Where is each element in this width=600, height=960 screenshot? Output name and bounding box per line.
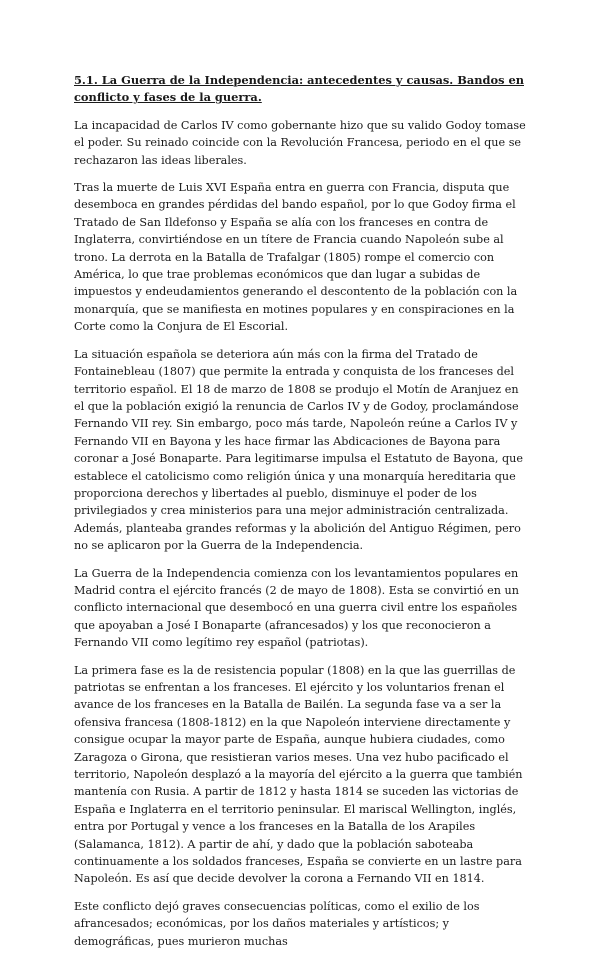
paragraph-3: La situación española se deteriora aún más con la firma del Tratado de Fontainebleau (1807) que permite la entrada y conquista de los franceses del territorio español. El 18 de marzo de 1808 se produjo el Motín de Aranjuez en el que la población exigió la renuncia de Carlos IV y de Godoy, proclamándose Fernando VII rey. Sin embargo, poco más tarde, Napoleón reúne a Carlos IV y Fernando VII en Bayona y les hace firmar las Abdicaciones de Bayona para coronar a José Bonaparte. Para legitimarse impulsa el Estatuto de Bayona, que establece el catolicismo como religión única y una monarquía hereditaria que proporciona derechos y libertades al pueblo, disminuye el poder de los privilegiados y crea ministerios para una mejor administración centralizada. Además, planteaba grandes reformas y la abolición del Antiguo Régimen, pero no se aplicaron por la Guerra de la Independencia. xyxy=(74,347,523,553)
paragraph-6: Este conflicto dejó graves consecuencias políticas, como el exilio de los afrancesados; económicas, por los daños materiales y artísticos; y demográficas, pues murieron muchas xyxy=(74,899,480,948)
paragraph-2: Tras la muerte de Luis XVI España entra en guerra con Francia, disputa que desemboca en grandes pérdidas del bando español, por lo que Godoy firma el Tratado de San Ildefonso y España se alía con los franceses en contra de Inglaterra, convirtiéndose en un títere de Francia cuando Napoleón sube al trono. La derrota en la Batalla de Trafalgar (1805) rompe el comercio con América, lo que trae problemas económicos que dan lugar a subidas de impuestos y endeudamientos generando el descontento de la población con la monarquía, que se manifiesta en motines populares y en conspiraciones en la Corte como la Conjura de El Escorial. xyxy=(74,181,518,334)
document-page xyxy=(74,72,526,960)
paragraph-5: La primera fase es la de resistencia popular (1808) en la que las guerrillas de patriotas se enfrentan a los franceses. El ejército y los voluntarios frenan el avance de los franceses en la Batalla de Bailén. La segunda fase va a ser la ofensiva francesa (1808-1812) en la que Napoleón interviene directamente y consigue ocupar la mayor parte de España, aunque hubiera ciudades, como Zaragoza o Girona, que resistieran varios meses. Una vez hubo pacificado el territorio, Napoleón desplazó a la mayoría del ejército a la guerra que también mantenía con Rusia. A partir de 1812 y hasta 1814 se suceden las victorias de España e Inglaterra en el territorio peninsular. El mariscal Wellington, inglés, entra por Portugal y vence a los franceses en la Batalla de los Arapiles (Salamanca, 1812). A partir de ahí, y dado que la población saboteaba continuamente a los soldados franceses, España se convierte en un lastre para Napoleón. Es así que decide devolver la corona a Fernando VII en 1814. xyxy=(74,663,523,886)
section-heading: 5.1. La Guerra de la Independencia: antecedentes y causas. Bandos en conflicto y fases de la guerra. xyxy=(74,73,524,105)
paragraph-4: La Guerra de la Independencia comienza con los levantamientos populares en Madrid contra el ejército francés (2 de mayo de 1808). Esta se convirtió en un conflicto internacional que desembocó en una guerra civil entre los españoles que apoyaban a José I Bonaparte (afrancesados) y los que reconocieron a Fernando VII como legítimo rey español (patriotas). xyxy=(74,566,519,650)
paragraph-1: La incapacidad de Carlos IV como gobernante hizo que su valido Godoy tomase el poder. Su reinado coincide con la Revolución Francesa, periodo en el que se rechazaron las ideas liberales. xyxy=(74,118,526,167)
